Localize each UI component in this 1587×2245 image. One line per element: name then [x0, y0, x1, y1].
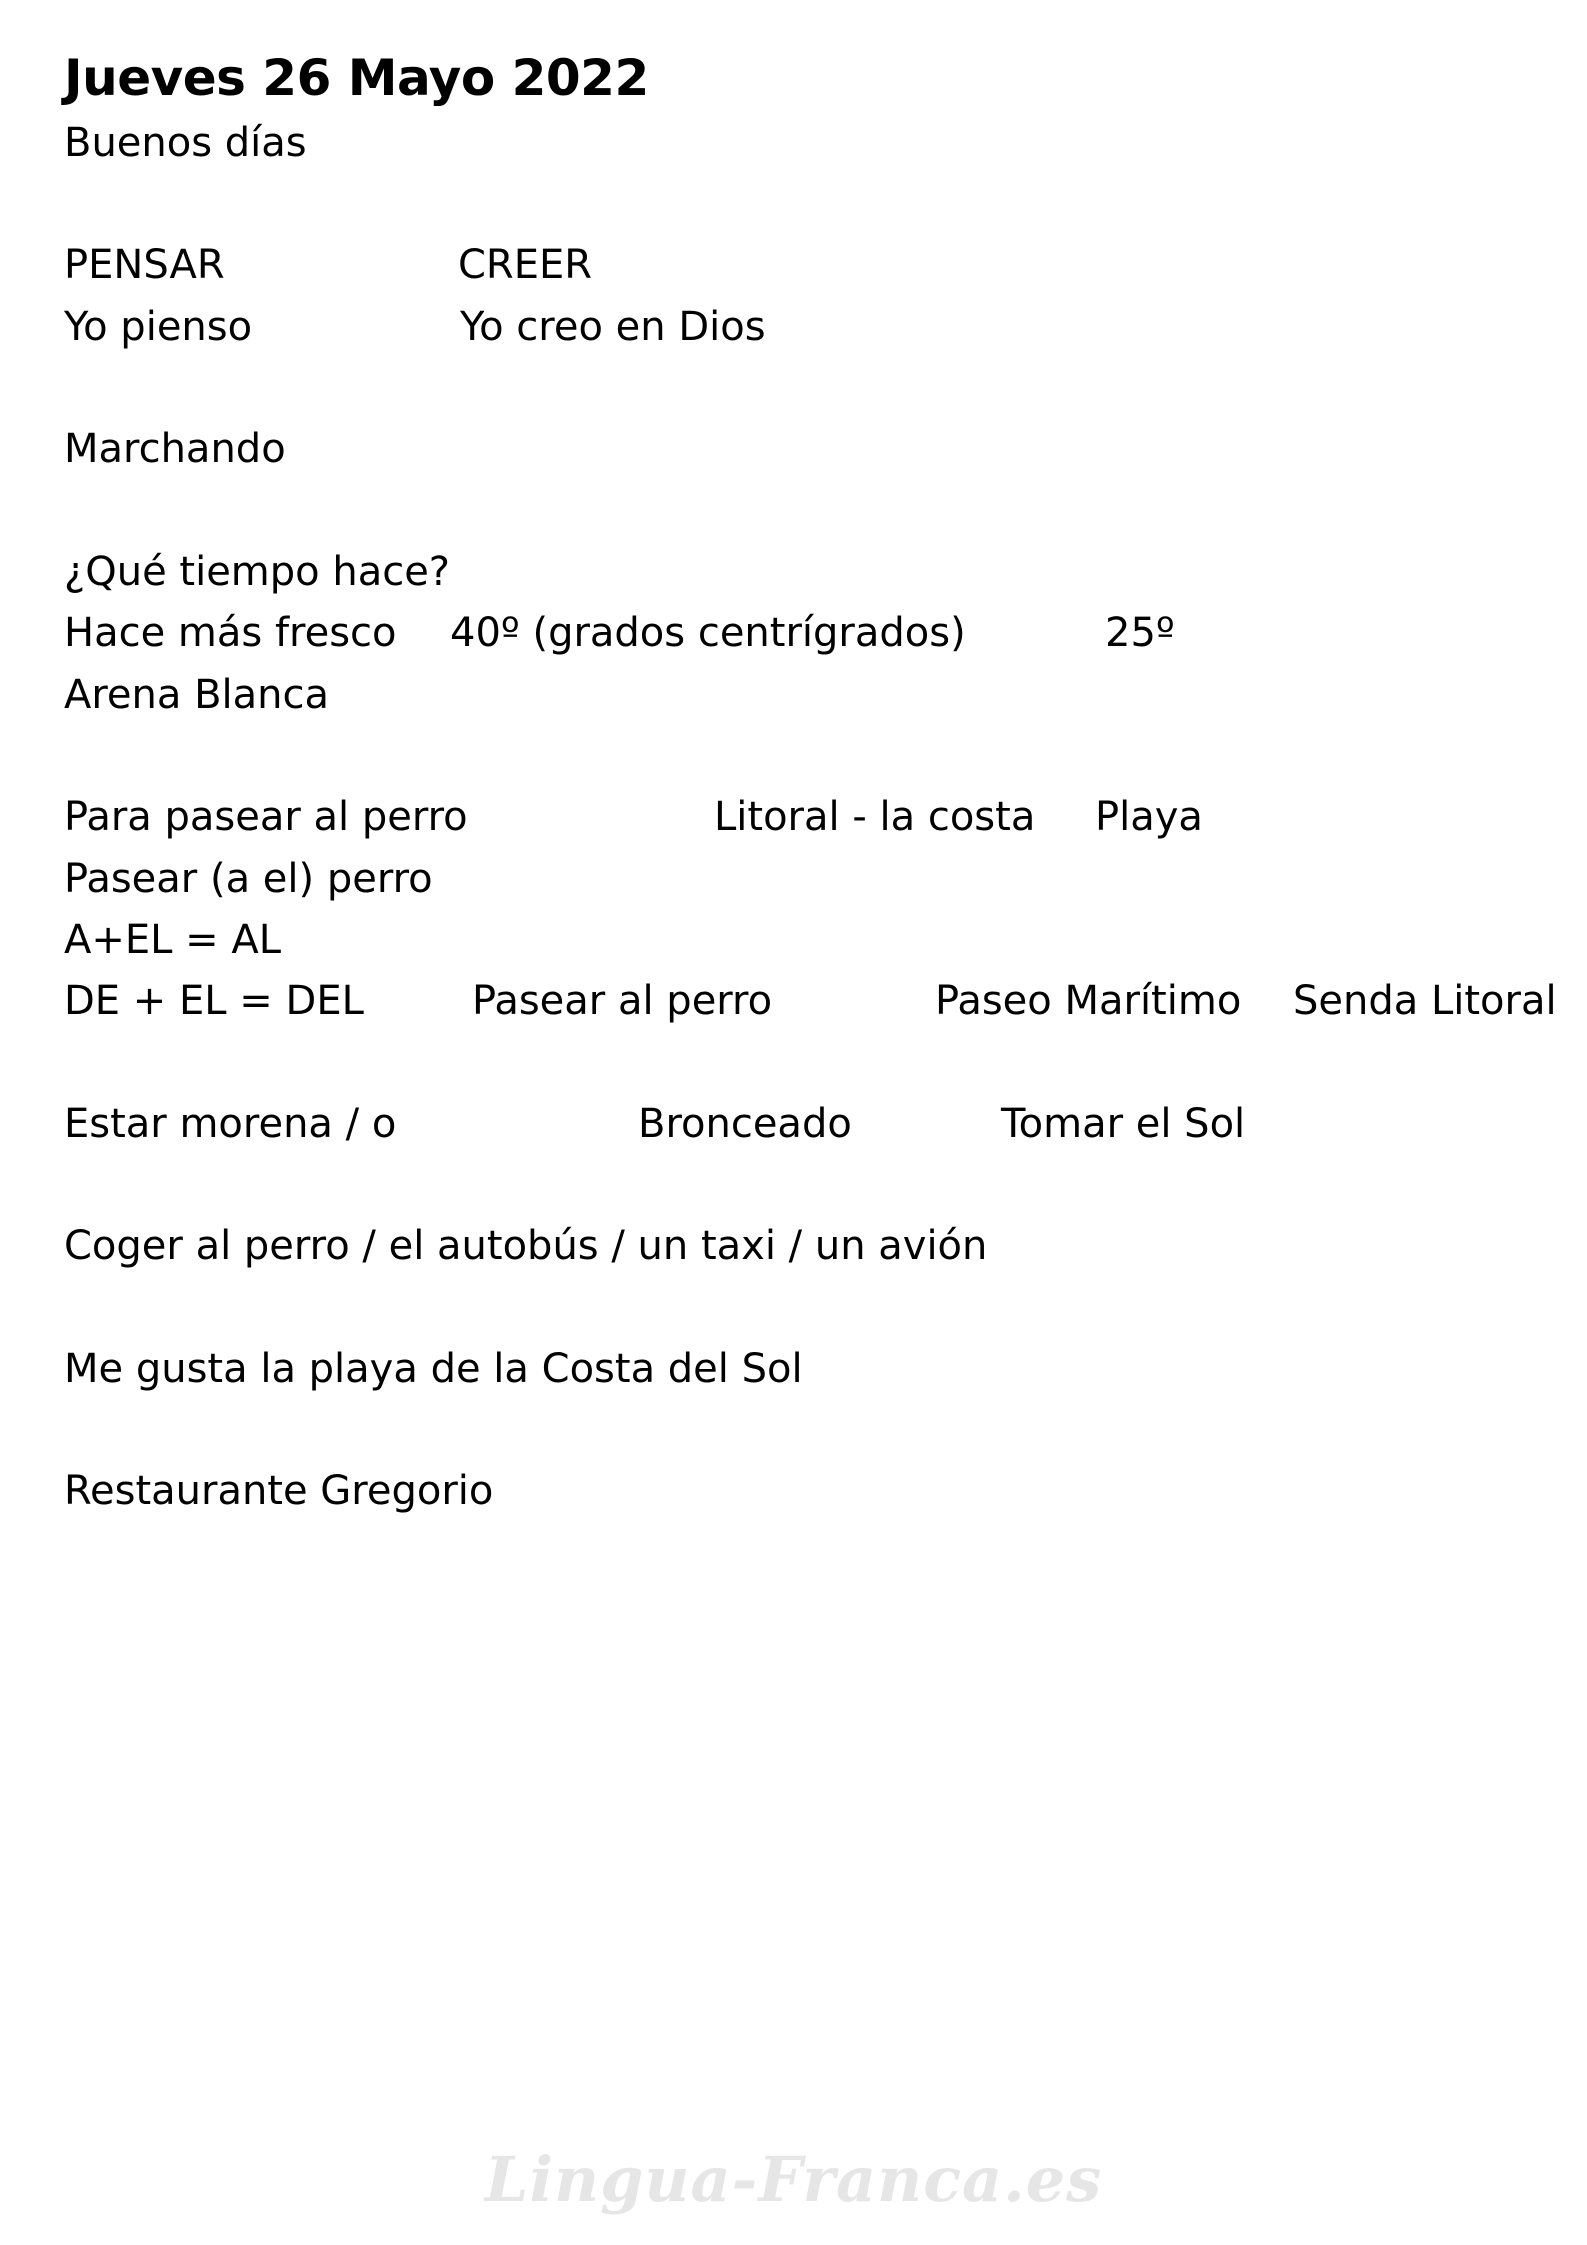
- estar-morena: Estar morena / o: [64, 1101, 397, 1147]
- coger-line: Coger al perro / el autobús / un taxi / un avión: [64, 1223, 988, 1269]
- playa: Playa: [1095, 794, 1203, 840]
- bronceado: Bronceado: [638, 1101, 852, 1147]
- litoral-costa: Litoral - la costa: [714, 794, 1036, 840]
- weather-question: ¿Qué tiempo hace?: [64, 549, 451, 595]
- watermark-logo: Lingua-Franca.es: [484, 2143, 1103, 2216]
- me-gusta-line: Me gusta la playa de la Costa del Sol: [64, 1346, 803, 1392]
- de-el-del: DE + EL = DEL: [64, 978, 364, 1024]
- weather-fresco: Hace más fresco: [64, 610, 397, 656]
- pasear-al-perro: Pasear al perro: [472, 978, 773, 1024]
- verb-creer: CREER: [458, 242, 593, 288]
- paseo-maritimo: Paseo Marítimo: [935, 978, 1242, 1024]
- arena-blanca: Arena Blanca: [64, 672, 330, 718]
- tomar-el-sol: Tomar el Sol: [1001, 1101, 1246, 1147]
- yo-creo: Yo creo en Dios: [460, 304, 766, 350]
- greeting: Buenos días: [64, 120, 307, 166]
- pasear-el-perro: Pasear (a el) perro: [64, 856, 433, 902]
- a-el-al: A+EL = AL: [64, 917, 282, 963]
- yo-pienso: Yo pienso: [64, 304, 253, 350]
- page-title: Jueves 26 Mayo 2022: [64, 49, 649, 107]
- weather-temp2: 25º: [1105, 610, 1175, 656]
- marchando: Marchando: [64, 426, 286, 472]
- verb-pensar: PENSAR: [64, 242, 225, 288]
- senda-litoral: Senda Litoral: [1293, 978, 1557, 1024]
- weather-grados: 40º (grados centrígrados): [450, 610, 966, 656]
- para-pasear: Para pasear al perro: [64, 794, 468, 840]
- restaurante-gregorio: Restaurante Gregorio: [64, 1468, 494, 1514]
